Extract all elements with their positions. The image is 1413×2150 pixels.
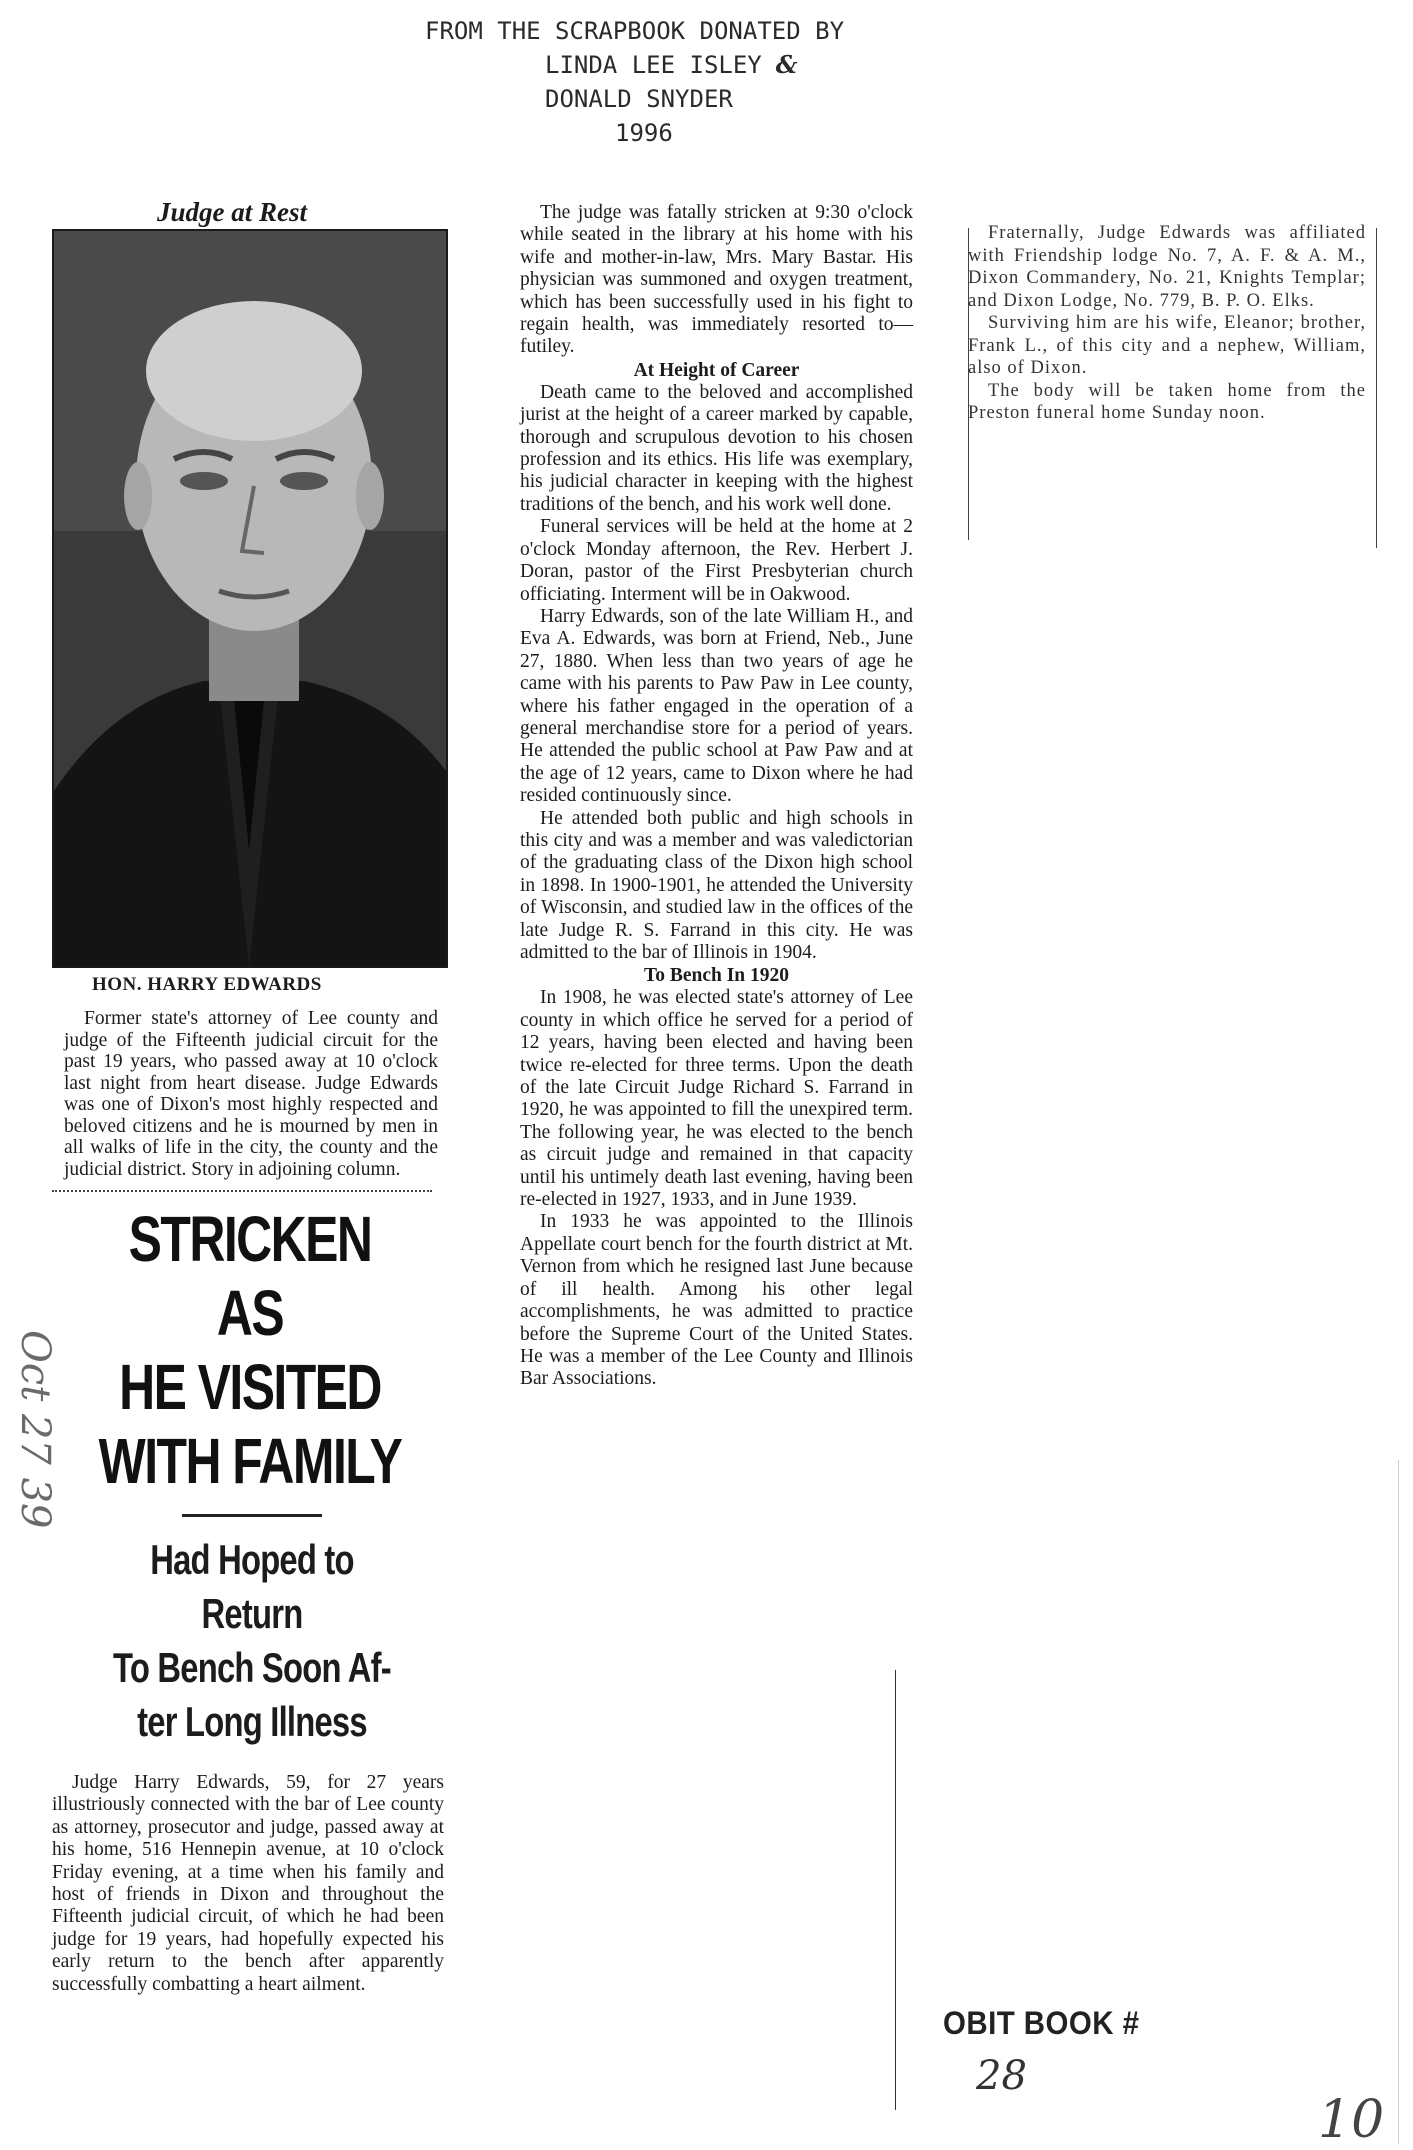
page-edge-line xyxy=(1398,1460,1399,2144)
article-paragraph: The body will be taken home from the Preston funeral home Sunday noon. xyxy=(968,380,1366,423)
article-paragraph: Fraternally, Judge Edwards was affiliated with Friendship lodge No. 7, A. F. & A. M., Dixon Commandery, No. 21, Knights Templar; and Dixon Lodge, No. 779, B. P. O. Elks. xyxy=(968,223,1366,311)
article-paragraph: The judge was fatally stricken at 9:30 o'clock while seated in the library at his home with his wife and mother-in-law, Mrs. Mary Bastar. His physician was summoned and oxygen treatment, which has been successfully used in his fight to regain health, was immediately resorted to—futiley. xyxy=(520,202,913,358)
divider xyxy=(52,1190,432,1192)
subheadline-line-3: ter Long Illness xyxy=(137,1698,367,1745)
header-line-1: FROM THE SCRAPBOOK DONATED BY xyxy=(425,17,845,45)
article-paragraph: Judge Harry Edwards, 59, for 27 years illustriously connected with the bar of Lee county as attorney, prosecutor and judge, passed away at his home, 516 Hennepin avenue, at 10 o'clock Friday evening, at a time when his family and host of friends in Dixon and throughout the Fifteenth judicial circuit, of which he had been judge for 19 years, had hopefully expected his early return to the bench after apparently successfully combatting a heart ailment. xyxy=(52,1772,444,1995)
column-1 xyxy=(52,195,448,1749)
photo-name: HON. HARRY EDWARDS xyxy=(92,974,322,995)
article-paragraph: Death came to the beloved and accomplished jurist at the height of a career marked by capable, thorough and scrupulous devotion to his chosen profession and its ethics. His life was exemplary, his judicial character in keeping with the highest traditions of the bench, and his work well done. xyxy=(520,381,913,515)
headline-line-3: WITH FAMILY xyxy=(98,1425,402,1497)
article-paragraph: Harry Edwards, son of the late William H., and Eva A. Edwards, was born at Friend, Neb., June 27, 1880. When less than two years of age he came with his parents to Paw Paw in Lee county, where his father engaged in the operation of a general merchandise store for a period of years. He attended the public school at Paw Paw and at the age of 12 years, came to Dixon where he had resided continuously since. xyxy=(520,605,913,807)
handwritten-date: Oct 27 39 xyxy=(12,1330,58,1529)
article-column-3 xyxy=(968,222,1366,425)
obit-book-number: 28 xyxy=(976,2053,1027,2099)
article-paragraph: In 1908, he was elected state's attorney of Lee county in which office he served for a period of 12 years, having been elected and having been twice re-elected for three terms. Upon the death of the late Circuit Judge Richard S. Farrand in 1920, he was appointed to fill the unexpired term. The following year, he was elected to the bench as circuit judge and remained in that capacity until his untimely death last evening, having been re-elected in 1927, 1933, and in June 1939. xyxy=(520,987,913,1211)
photo-caption-top: Judge at Rest xyxy=(157,197,308,227)
article-paragraph: He attended both public and high schools in this city and was a member and was valedictorian of the graduating class of the Dixon high school in 1898. In 1900-1901, he attended the University of Wisconsin, and studied law in the offices of the late Judge R. S. Farrand in this city. He was admitted to the bar of Illinois in 1904. xyxy=(520,807,913,963)
headline xyxy=(94,1202,406,1498)
subheadline-line-1: Had Hoped to Return xyxy=(150,1536,354,1637)
photo-description xyxy=(52,1008,448,1180)
article-paragraph: Surviving him are his wife, Eleanor; brother, Frank L., of this city and a nephew, William, also of Dixon. xyxy=(968,313,1366,378)
header-year: 1996 xyxy=(615,119,673,147)
article-paragraph: Funeral services will be held at the home at 2 o'clock Monday afternoon, the Rev. Herbert J. Doran, pastor of the First Presbyterian church officiating. Interment will be in Oakwood. xyxy=(520,516,913,605)
column-rule xyxy=(1376,228,1377,548)
column-rule xyxy=(895,1670,896,2110)
headline-line-1: STRICKEN AS xyxy=(128,1203,372,1349)
subheadline-line-2: To Bench Soon Af- xyxy=(113,1644,391,1691)
header-line-3: DONALD SNYDER xyxy=(545,85,733,113)
handwritten-ampersand: & xyxy=(775,50,798,79)
subheadline xyxy=(96,1533,408,1749)
donor-name-1: LINDA LEE ISLEY xyxy=(545,51,762,79)
headline-rule xyxy=(182,1514,322,1517)
portrait-photo xyxy=(52,229,448,968)
article-column-3-text xyxy=(968,222,1366,425)
headline-line-2: HE VISITED xyxy=(119,1351,381,1423)
scrapbook-header xyxy=(330,14,970,150)
article-column-1 xyxy=(52,1772,444,1996)
corner-handwriting: 10 xyxy=(1318,2090,1385,2150)
subhead-height-of-career: At Height of Career xyxy=(633,359,800,381)
portrait-image xyxy=(54,231,446,966)
obit-book-label: OBIT BOOK # xyxy=(943,2005,1140,2041)
article-column-2 xyxy=(520,202,913,1391)
photo-description-text: Former state's attorney of Lee county and judge of the Fifteenth judicial circuit for the past 19 years, who passed away at 10 o'clock last night from heart disease. Judge Edwards was one of Dixon's most highly respected and beloved citizens and he is mourned by men in all walks of life in the city, the county and the judicial district. Story in adjoining column. xyxy=(64,1008,438,1180)
header-line-2 xyxy=(330,48,970,82)
subhead-to-bench: To Bench In 1920 xyxy=(643,965,790,987)
article-paragraph: In 1933 he was appointed to the Illinois Appellate court bench for the fourth district at Mt. Vernon from which he resigned last June because of ill health. Among his other legal accomplishments, he was admitted to practice before the Supreme Court of the United States. He was a member of the Lee County and Illinois Bar Associations. xyxy=(520,1211,913,1390)
